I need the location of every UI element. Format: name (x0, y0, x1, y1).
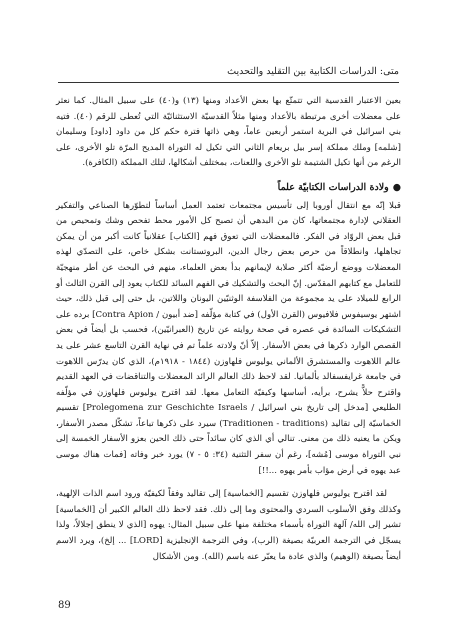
section-heading (56, 180, 401, 196)
section-paragraph-2: لقد اقترح يوليوس فلهاوزن تقسيم [الخماسية] إلى تقاليد وفقاً لكيفيّة ورود اسم الذات الإلهية، وكذلك وفق الأسلوب السردي والمحتوى وما إلى ذلك. فقد لاحظ ذلك العالم الكبير أن [الخماسية] تشير إلى الله/ آلهة التوراة بأسماء مختلفة منها على سبيل المثال: يهوه [الذي لا ينطق إجلالاً، ولذا يسجّل في الترجمة العربيّة بصيغة (الرب)، وفي الترجمة الإنجليزية [LORD] ... إلخ)، ويرد الاسم أيضاً بصيغة (الوهيم) والذي عادة ما يعبّر عنه باسم (الله). ومن الأشكال (56, 489, 401, 562)
section-paragraph-1: قبلا إنّه مع انتقال أوروبا إلى تأسيس مجتمعات تعتمد العمل أساساً لتطوّرها الصناعي والتفكير العقلاني لإدارة مجتمعاتها، كان من البدهي أن تصبح كل الأمور محط تفحص وشك وتمحيص من قبل بعض الروّاد في الفكر. فالمعضلات التي تعوق فهم [الكتاب] عقلانياً كانت أكبر من أن يمكن تجاهلها، وانطلاقاً من حرص بعض رجال الدين، البروتستانت بشكل خاص، على التصدّي لهذه المعضلات ووضع أرضيّة أكثر صلابة لإيمانهم بدأ بعض العلماء، منهم في البحث عن أطر منهجيّة للتعامل مع كتابهم المقدّس. إنّ البحث والتشكيك في الفهم السائد للكتاب يعود إلى القرن الثالث أو الرابع للميلاد على يد مجموعة من الفلاسفة الوثنيّين اليونان واللاتين، بل حتى إلى قبل ذلك، حيث اشتهر يوسيفوس فلافيوس (القرن الأول) في كتابة مؤلّفه [ضد أبيون / Contra Apion] برده على التشكيكات السائدة في عصره في صحة روايته عن تاريخ (العبرانيّين)، فحسب بل أيضاً في بعض القصص الوارد ذكرها في بعض الأسفار. إلاّ أنّ ولادته علماً تم في نهاية القرن التاسع عشر على يد عالم اللاهوت والمستشرق الألماني يوليوس فلهاوزن (١٨٤٤ - ١٩١٨م)، الذي كان يدرّس اللاهوت في جامعة غرايفسفالد بألمانيا. لقد لاحظ ذلك العالم الرائد المعضلات والتناقضات في العهد القديم واقترح حلاًّ يشرح، برأيه، أساسها وكيفيّة التعامل معها. لقد اقترح يوليوس فلهاوزن في مؤلّفه الطليعي [مدخل إلى تاريخ بني اسرائيل / Prolegomena zur Geschichte Israels] تقسيم الخماسيّة إلى تقاليد (Traditionen - traditions) سيرد على ذكرها تباعاً، تشكّل مصدر الأسفار، ويكن ما يعنيه ذلك من معنى. تنالي أي الذي كان سائداً حتى ذلك الحين بعزو الأسفار الخمسة إلى نبي التوراة موسى [مُشه]، رغم أن سفر التثنية (٣٤: ٥ - ٧) يورد خبر وفاته [فمات هناك موسى عبد يهوه في أرض مؤاب بأمر يهوه ...!!] (56, 200, 401, 476)
section-heading-text: ولادة الدراسات الكتابيّة علماً (277, 181, 389, 193)
header-rule (58, 82, 399, 83)
paragraph-top: بعين الاعتبار القدسية التي تتمتّع بها بعض الأعداد ومنها (١٣) و(٤٠) على سبيل المثال. كما نعثر على معضلات أخرى مرتبطة بالأعداد ومنها مثلاً القدسيّة الاستثنائيّة التي تُعطى للرقم (٤٠). فتيه بني اسرائيل في البرية استمر أربعين عاماً، وهي ذاتها فترة حكم كل من داود [داود] وسليمان [شلمه] وملك مملكة إسر بيل بريعام الثاني التي تكيل له التوراة المديح المرّة تلو الأخرى، على الرغم من أنها تكيل الشتيمة تلو الأخرى واللعنات، بمختلف أشكالها، لتلك المملكة (الكافرة). (56, 96, 401, 169)
running-header: متى: الدراسات الكتابية بين التقليد والتحديث (227, 66, 399, 77)
bullet-icon: ● (392, 181, 401, 193)
body-text (56, 94, 401, 573)
page-number: 89 (58, 600, 71, 611)
